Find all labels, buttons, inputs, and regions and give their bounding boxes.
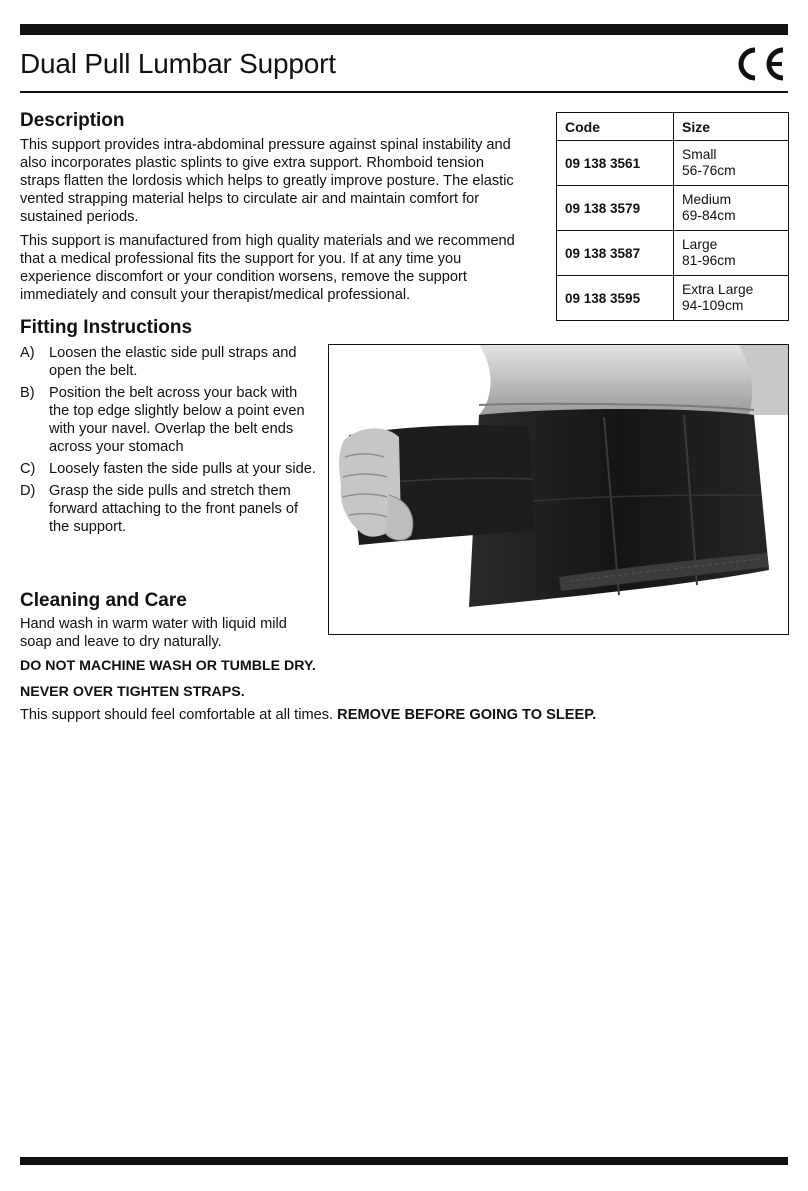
final-notice-text: This support should feel comfortable at all times. xyxy=(20,707,334,723)
size-cell xyxy=(674,186,789,231)
list-item xyxy=(20,344,320,380)
product-code: 09 138 3595 xyxy=(557,276,674,321)
care-heading: Cleaning and Care xyxy=(20,590,187,611)
fitting-steps-list xyxy=(20,344,320,540)
final-notice-bold: REMOVE BEFORE GOING TO SLEEP. xyxy=(337,707,597,723)
description-paragraph-1: This support provides intra-abdominal pressure against spinal instability and also incorporates plastic splints to give extra support. Rhomboid tension straps flatten the lordosis which helps to greatly improve posture. The elastic vented strapping material helps to circulate air and maintain comfort for sustained periods. xyxy=(20,137,514,225)
code-column-header: Code xyxy=(557,113,674,141)
size-name: Medium xyxy=(682,192,732,207)
size-range: 94-109cm xyxy=(682,298,744,313)
table-row xyxy=(557,141,789,186)
page-title: Dual Pull Lumbar Support xyxy=(20,48,336,79)
table-row xyxy=(557,276,789,321)
top-rule xyxy=(20,24,788,35)
size-range: 81-96cm xyxy=(682,253,736,268)
product-code: 09 138 3579 xyxy=(557,186,674,231)
size-name: Small xyxy=(682,147,717,162)
lumbar-belt-illustration xyxy=(329,345,788,634)
step-text: Loosely fasten the side pulls at your side. xyxy=(49,461,316,477)
warning-over-tighten: NEVER OVER TIGHTEN STRAPS. xyxy=(20,684,245,700)
step-letter: B) xyxy=(20,385,35,401)
size-name: Extra Large xyxy=(682,282,754,297)
product-code: 09 138 3561 xyxy=(557,141,674,186)
size-range: 56-76cm xyxy=(682,163,736,178)
list-item xyxy=(20,482,320,536)
list-item xyxy=(20,384,320,456)
bottom-rule xyxy=(20,1157,788,1165)
size-column-header: Size xyxy=(674,113,789,141)
description-heading: Description xyxy=(20,110,125,131)
fitting-heading: Fitting Instructions xyxy=(20,317,193,338)
warning-machine-wash: DO NOT MACHINE WASH OR TUMBLE DRY. xyxy=(20,658,316,674)
ce-mark-icon xyxy=(733,44,789,84)
size-name: Large xyxy=(682,237,718,252)
size-table xyxy=(556,112,789,321)
size-cell xyxy=(674,141,789,186)
product-code: 09 138 3587 xyxy=(557,231,674,276)
step-text: Grasp the side pulls and stretch them forward attaching to the front panels of the support. xyxy=(49,483,299,535)
step-text: Position the belt across your back with the top edge slightly below a point even with your navel. Overlap the belt ends across your stomach xyxy=(49,385,305,455)
step-letter: D) xyxy=(20,483,36,499)
step-text: Loosen the elastic side pull straps and open the belt. xyxy=(49,345,297,379)
size-cell xyxy=(674,231,789,276)
care-text: Hand wash in warm water with liquid mild soap and leave to dry naturally. xyxy=(20,616,287,650)
title-rule xyxy=(20,91,788,93)
table-header-row xyxy=(557,113,789,141)
size-range: 69-84cm xyxy=(682,208,736,223)
table-row xyxy=(557,231,789,276)
description-paragraph-2: This support is manufactured from high quality materials and we recommend that a medical professional fits the support for you. If at any time you experience discomfort or your condition worsens, remove the support immediately and consult your therapist/medical professional. xyxy=(20,233,515,303)
final-notice xyxy=(20,706,788,724)
step-letter: A) xyxy=(20,345,35,361)
list-item xyxy=(20,460,320,478)
table-row xyxy=(557,186,789,231)
product-photo xyxy=(328,344,789,635)
size-cell xyxy=(674,276,789,321)
step-letter: C) xyxy=(20,461,36,477)
